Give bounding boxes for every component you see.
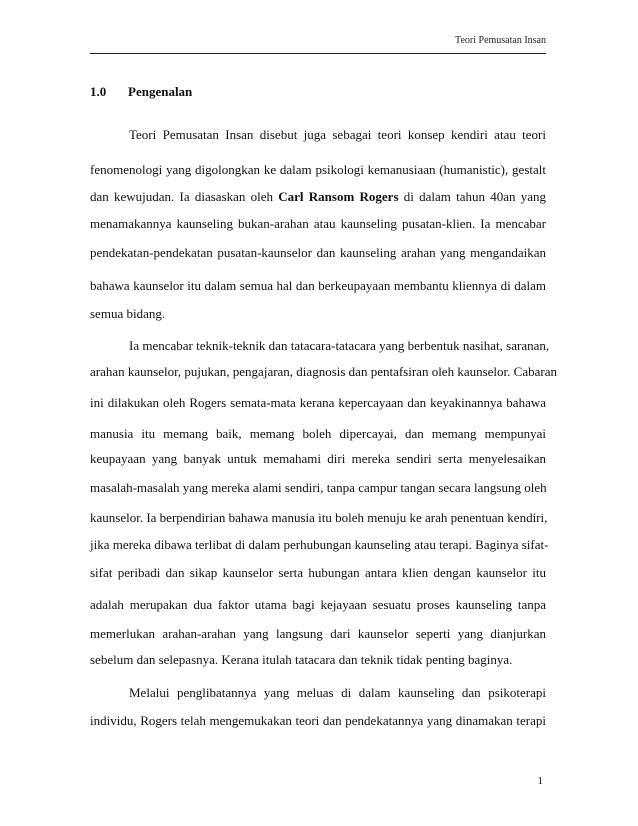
body-line: masalah-masalah yang mereka alami sendiri, tanpa campur tangan secara langsung oleh — [90, 480, 547, 495]
body-line: kaunselor. Ia berpendirian bahawa manusia itu boleh menuju ke arah penentuan kendiri, — [90, 510, 548, 525]
body-line: memerlukan arahan-arahan yang langsung dari kaunselor seperti yang dianjurkan — [90, 626, 546, 641]
body-line: bahawa kaunselor itu dalam semua hal dan berkeupayaan membantu kliennya di dalam — [90, 278, 546, 293]
body-line: fenomenologi yang digolongkan ke dalam psikologi kemanusiaan (humanistic), gestalt — [90, 162, 546, 177]
section-number: 1.0 — [90, 84, 107, 99]
body-line: Teori Pemusatan Insan disebut juga sebagai teori konsep kendiri atau teori — [129, 127, 546, 142]
body-line: semua bidang. — [90, 306, 166, 321]
body-line: menamakannya kaunseling bukan-arahan atau kaunseling pusatan-klien. Ia mencabar — [90, 216, 546, 231]
body-line: dan kewujudan. Ia diasaskan oleh Carl Ransom Rogers di dalam tahun 40an yang — [90, 189, 546, 204]
header-rule — [90, 53, 546, 54]
body-line: ini dilakukan oleh Rogers semata-mata kerana kepercayaan dan keyakinannya bahawa — [90, 395, 546, 410]
author-name: Carl Ransom Rogers — [278, 189, 399, 204]
body-line: keupayaan yang banyak untuk memahami diri mereka sendiri serta menyelesaikan — [90, 451, 546, 466]
body-line: pendekatan-pendekatan pusatan-kaunselor dan kaunseling arahan yang mengandaikan — [90, 245, 546, 260]
body-line: manusia itu memang baik, memang boleh dipercayai, dan memang mempunyai — [90, 426, 546, 441]
body-line: adalah merupakan dua faktor utama bagi kejayaan sesuatu proses kaunseling tanpa — [90, 597, 546, 612]
page-number: 1 — [537, 775, 543, 787]
body-line: sifat peribadi dan sikap kaunselor serta hubungan antara klien dengan kaunselor itu — [90, 565, 546, 580]
body-line: arahan kaunselor, pujukan, pengajaran, diagnosis dan pentafsiran oleh kaunselor. Cabaran — [90, 364, 557, 379]
section-heading — [90, 84, 192, 100]
body-line: Melalui penglibatannya yang meluas di dalam kaunseling dan psikoterapi — [129, 685, 546, 700]
running-header: Teori Pemusatan Insan — [455, 35, 546, 46]
body-line: jika mereka dibawa terlibat di dalam perhubungan kaunseling atau terapi. Baginya sifat- — [90, 537, 549, 552]
body-line: Ia mencabar teknik-teknik dan tatacara-tatacara yang berbentuk nasihat, saranan, — [129, 338, 550, 353]
body-line: individu, Rogers telah mengemukakan teori dan pendekatannya yang dinamakan terapi — [90, 713, 546, 728]
section-title: Pengenalan — [128, 84, 193, 99]
body-line: sebelum dan selepasnya. Kerana itulah tatacara dan teknik tidak penting baginya. — [90, 652, 513, 667]
